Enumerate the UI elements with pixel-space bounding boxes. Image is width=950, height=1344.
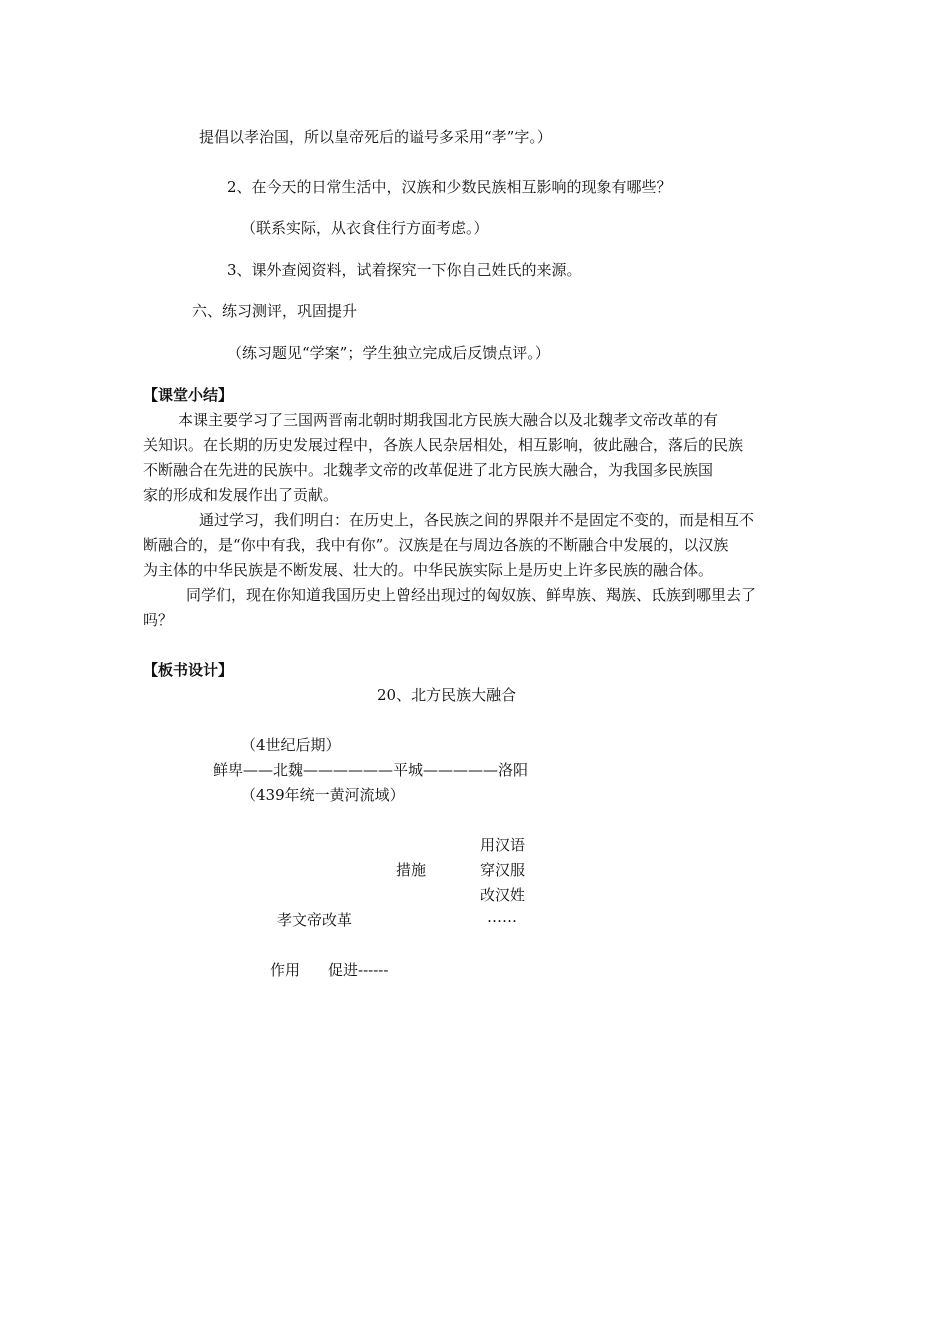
- board-title: 20、北方民族大融合: [377, 686, 517, 704]
- summary-heading: 【课堂小结】: [143, 386, 234, 404]
- board-measure-3: 改汉姓: [480, 886, 526, 904]
- board-measures-label: 措施: [396, 861, 427, 879]
- question-2-hint: （联系实际，从衣食住行方面考虑。）: [241, 219, 489, 237]
- section-6-note: （练习题见“学案”；学生独立完成后反馈点评。）: [227, 344, 550, 362]
- summary-p1-line-4: 家的形成和发展作出了贡献。: [143, 486, 339, 504]
- summary-p2-line-3: 为主体的中华民族是不断发展、壮大的。中华民族实际上是历史上许多民族的融合体。: [143, 561, 714, 579]
- board-reform: 孝文帝改革: [277, 911, 353, 929]
- board-heading: 【板书设计】: [143, 661, 234, 679]
- summary-p3-line-1: 同学们，现在你知道我国历史上曾经出现过的匈奴族、鲜卑族、羯族、氐族到哪里去了: [186, 586, 757, 604]
- board-measure-1: 用汉语: [480, 836, 526, 854]
- summary-p3-line-2: 吗？: [143, 611, 174, 629]
- summary-p1-line-2: 关知识。在长期的历史发展过程中，各族人民杂居相处，相互影响，彼此融合，落后的民族: [143, 436, 744, 454]
- question-2: 2、在今天的日常生活中，汉族和少数民族相互影响的现象有哪些？: [227, 178, 672, 196]
- summary-p1-line-1: 本课主要学习了三国两晋南北朝时期我国北方民族大融合以及北魏孝文帝改革的有: [178, 411, 719, 429]
- board-unify: （439年统一黄河流域）: [241, 786, 405, 804]
- board-measure-more: ……: [487, 908, 517, 926]
- question-3: 3、课外查阅资料，试着探究一下你自己姓氏的来源。: [227, 261, 582, 279]
- summary-p2-line-1: 通过学习，我们明白：在历史上，各民族之间的界限并不是固定不变的，而是相互不: [199, 511, 755, 529]
- summary-p2-line-2: 断融合的，是“你中有我，我中有你”。汉族是在与周边各族的不断融合中发展的，以汉族: [143, 536, 729, 554]
- board-effect-value: 促进------: [328, 961, 389, 979]
- board-chain: 鲜卑——北魏——————平城—————洛阳: [213, 761, 529, 779]
- board-period: （4世纪后期）: [241, 736, 341, 754]
- summary-p1-line-3: 不断融合在先进的民族中。北魏孝文帝的改革促进了北方民族大融合，为我国多民族国: [143, 461, 714, 479]
- board-measure-2: 穿汉服: [480, 861, 526, 879]
- board-effect-label: 作用: [270, 961, 301, 979]
- section-6-title: 六、练习测评，巩固提升: [192, 302, 358, 320]
- filial-note-line: 提倡以孝治国，所以皇帝死后的谥号多采用“孝”字。）: [199, 128, 552, 146]
